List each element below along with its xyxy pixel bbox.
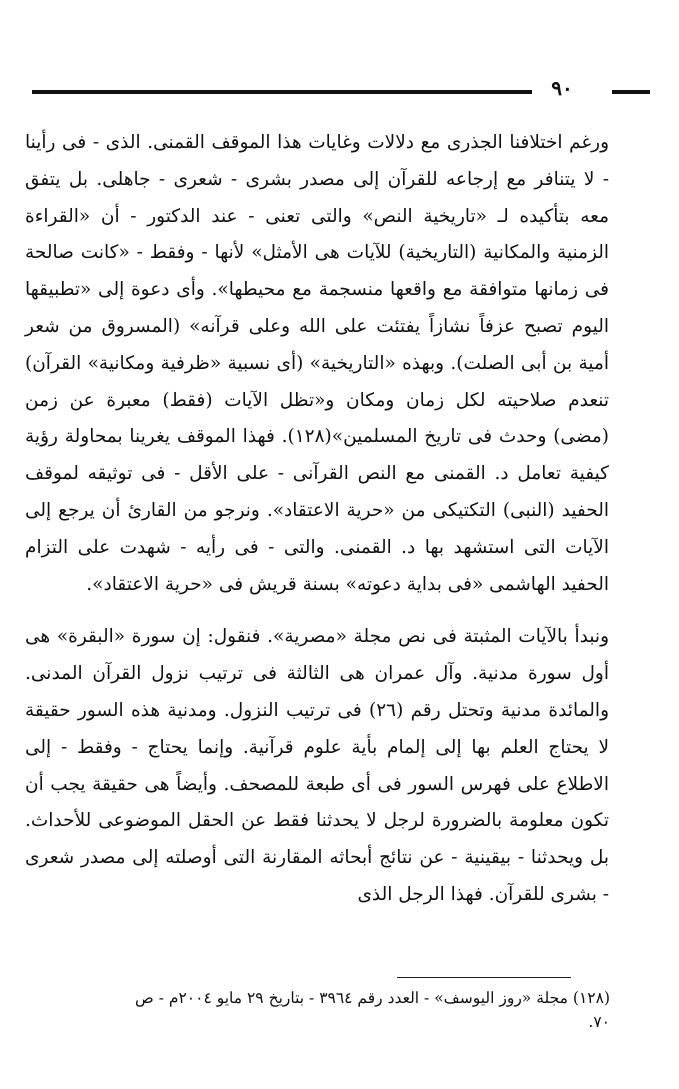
paragraph-2: ونبدأ بالآيات المثبتة فى نص مجلة «مصرية». فنقول: إن سورة «البقرة» هى أول سورة مدنية. وآل عمران هى الثالثة فى ترتيب نزول القرآن المدنى. والمائدة مدنية وتحتل رقم (٢٦) فى ترتيب النزول. ومدنية هذه السور حقيقة لا يحتاج العلم بها إلى إلمام بأية علوم قرآنية. وإنما يحتاج - وفقط - إلى الاطلاع على فهرس السور فى أى طبعة للمصحف. وأيضاً هى حقيقة يجب أن تكون معلومة بالضرورة لرجل لا يحدثنا فقط عن الحقل الموضوعى للأحداث. بل ويحدثنا - بيقينية - عن نتائج أبحاثه المقارنة التى أوصلته إلى مصدر شعرى - بشرى للقرآن. فهذا الرجل الذى (25, 626, 609, 905)
footnote: (١٢٨) مجلة «روز اليوسف» - العدد رقم ٣٩٦٤ - بتاريخ ٢٩ مايو ٢٠٠٤م - ص ٧٠. (135, 989, 610, 1031)
paragraph-1: ورغم اختلافنا الجذرى مع دلالات وغايات هذا الموقف القمنى. الذى - فى رأينا - لا يتنافر مع إرجاعه للقرآن إلى مصدر بشرى - شعرى - جاهلى. بل يتفق معه بتأكيده لـ «تاريخية النص» والتى تعنى - عند الدكتور - أن «القراءة الزمنية والمكانية (التاريخية) للآيات هى الأمثل» لأنها - وفقط - «كانت صالحة فى زمانها متوافقة مع واقعها منسجمة مع محيطها». وأى دعوة إلى «تطبيقها اليوم تصبح عزفاً نشازاً يفتئت على الله وعلى قرآنه» (المسروق من شعر أمية بن أبى الصلت). وبهذه «التاريخية» (أى نسبية «ظرفية ومكانية» القرآن) تنعدم صلاحيته لكل زمان ومكان و«تظل الآيات (فقط) معبرة عن زمن (مضى) وحدث فى تاريخ المسلمين»(١٢٨). فهذا الموقف يغرينا بمحاولة رؤية كيفية تعامل د. القمنى مع النص القرآنى - على الأقل - فى توثيقه لموقف الحفيد (النبى) التكتيكى من «حرية الاعتقاد». ونرجو من القارئ أن يرجع إلى الآيات التى استشهد بها د. القمنى. والتى - فى رأيه - شهدت على التزام الحفيد الهاشمى «فى بداية دعوته» بسنة قريش فى «حرية الاعتقاد». (25, 132, 609, 595)
header-rule-short (612, 90, 650, 94)
body-text (25, 125, 609, 914)
page-number: ٩٠ (551, 76, 573, 100)
page-header (28, 78, 650, 108)
header-rule (32, 90, 532, 94)
footnote-divider (397, 977, 571, 978)
